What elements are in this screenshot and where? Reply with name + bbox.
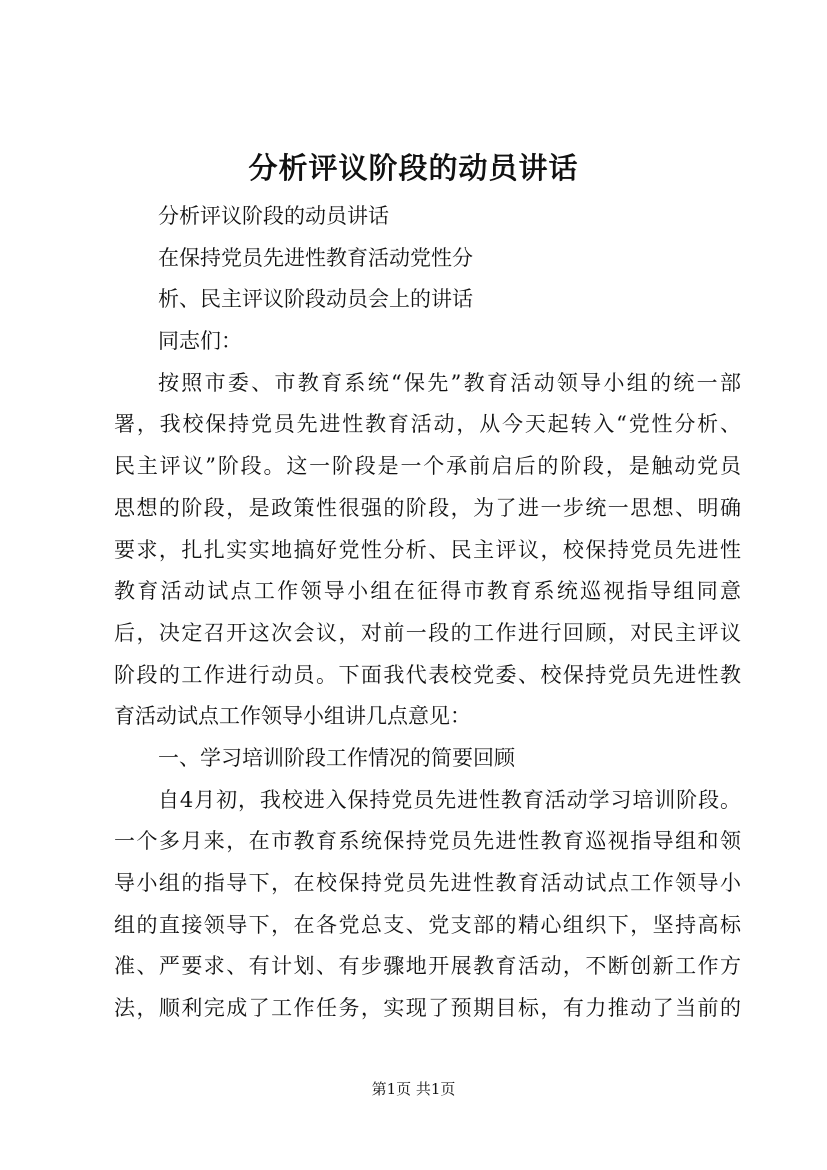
text-line: 阶段的工作进行动员。下面我代表校党委、校保持党员先进性教 — [114, 662, 741, 687]
text-line: 自4月初，我校进入保持党员先进性教育活动学习培训阶段。 — [158, 787, 741, 812]
text-line: 教育活动试点工作领导小组在征得市教育系统巡视指导组同意 — [114, 579, 741, 604]
document-title: 分析评议阶段的动员讲话 — [248, 151, 579, 185]
text-line: 要求，扎扎实实地搞好党性分析、民主评议，校保持党员先进性 — [114, 537, 741, 562]
document-body — [114, 196, 741, 1030]
text-line: 育活动试点工作领导小组讲几点意见： — [114, 704, 471, 729]
page-footer: 第1页 共1页 — [371, 1080, 456, 1098]
text-line: 准、严要求、有计划、有步骤地开展教育活动，不断创新工作方 — [114, 954, 741, 979]
text-line: 法，顺利完成了工作任务，实现了预期目标，有力推动了当前的 — [114, 996, 741, 1021]
text-line: 一、学习培训阶段工作情况的简要回顾 — [158, 745, 515, 770]
text-line: 一个多月来，在市教育系统保持党员先进性教育巡视指导组和领 — [114, 829, 741, 854]
text-line: 析、民主评议阶段动员会上的讲话 — [158, 287, 473, 312]
text-line: 分析评议阶段的动员讲话 — [158, 204, 389, 228]
text-line: 导小组的指导下，在校保持党员先进性教育活动试点工作领导小 — [114, 871, 741, 895]
text-line: 民主评议”阶段。这一阶段是一个承前启后的阶段，是触动党员 — [114, 454, 741, 479]
text-line: 同志们： — [158, 329, 242, 354]
text-line: 组的直接领导下，在各党总支、党支部的精心组织下，坚持高标 — [114, 912, 741, 937]
text-line: 思想的阶段，是政策性很强的阶段，为了进一步统一思想、明确 — [114, 495, 741, 520]
text-line: 在保持党员先进性教育活动党性分 — [158, 245, 473, 270]
text-line: 按照市委、市教育系统“保先”教育活动领导小组的统一部 — [158, 370, 741, 395]
text-line: 后，决定召开这次会议，对前一段的工作进行回顾，对民主评议 — [114, 620, 741, 645]
text-line: 署，我校保持党员先进性教育活动，从今天起转入“党性分析、 — [114, 412, 741, 437]
